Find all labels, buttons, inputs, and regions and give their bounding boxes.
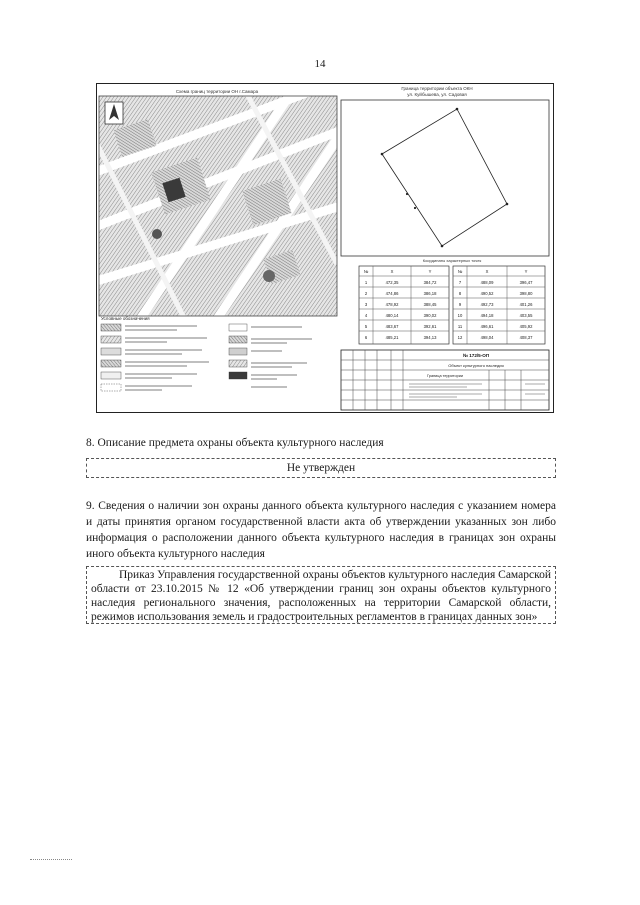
table-cell: 394,13 <box>423 335 437 340</box>
coords-col-y-2: Y <box>524 269 528 274</box>
stamp-code: № 172/5-ОП <box>462 353 490 358</box>
table-cell: 4 <box>364 313 368 318</box>
table-cell: 483,67 <box>385 324 399 329</box>
table-cell: 472,35 <box>385 280 399 285</box>
coords-col-num: № <box>363 269 369 274</box>
legend-title: Условные обозначения <box>101 316 150 321</box>
coords-note: Координаты характерных точек <box>422 258 482 263</box>
page-number: 14 <box>314 58 326 70</box>
table-cell: 494,18 <box>480 313 494 318</box>
table-cell: 388,45 <box>423 302 437 307</box>
inset-frame <box>341 100 549 256</box>
table-cell: 405,92 <box>519 324 533 329</box>
left-map-title: Схема границ территории ОН г.Самара <box>175 89 259 94</box>
table-cell: 498,04 <box>480 335 494 340</box>
table-cell: 492,73 <box>480 302 494 307</box>
table-cell: 398,80 <box>519 291 533 296</box>
city-map <box>97 84 357 334</box>
inset-subtitle: ул. Куйбышева, ул. Садовая <box>407 92 467 97</box>
title-block <box>341 350 549 410</box>
section-8-heading: 8. Описание предмета охраны объекта культурного наследия <box>86 437 384 449</box>
map-figure <box>96 83 554 413</box>
footer-mark <box>30 859 72 860</box>
table-cell: 7 <box>458 280 462 285</box>
table-cell: 401,26 <box>519 302 533 307</box>
coords-col-x: X <box>390 269 394 274</box>
table-cell: 5 <box>364 324 368 329</box>
table-cell: 384,72 <box>423 280 437 285</box>
table-cell: 3 <box>364 302 368 307</box>
table-cell: 1 <box>364 280 368 285</box>
table-cell: 390,02 <box>423 313 437 318</box>
coords-col-y: Y <box>428 269 432 274</box>
table-cell: 480,14 <box>385 313 399 318</box>
coords-col-x-2: X <box>485 269 489 274</box>
protection-subject-value: Не утвержден <box>86 458 556 478</box>
table-cell: 488,09 <box>480 280 494 285</box>
table-cell: 490,52 <box>480 291 494 296</box>
table-cell: 408,37 <box>519 335 533 340</box>
table-cell: 10 <box>457 313 463 318</box>
table-cell: 386,18 <box>423 291 437 296</box>
table-cell: 6 <box>364 335 368 340</box>
stamp-subtitle: Граница территории <box>427 374 463 378</box>
table-cell: 403,55 <box>519 313 533 318</box>
table-cell: 478,92 <box>385 302 399 307</box>
table-cell: 474,86 <box>385 291 399 296</box>
table-cell: 496,61 <box>480 324 494 329</box>
table-cell: 392,61 <box>423 324 437 329</box>
table-cell: 8 <box>458 291 462 296</box>
coords-table <box>359 266 545 344</box>
table-cell: 12 <box>457 335 463 340</box>
table-cell: 485,21 <box>385 335 399 340</box>
coords-col-num-2: № <box>457 269 463 274</box>
inset-title: Граница территории объекта ОКН <box>401 86 473 91</box>
stamp-title: Объект культурного наследия <box>448 363 504 368</box>
table-cell: 2 <box>364 291 368 296</box>
table-cell: 11 <box>457 324 463 329</box>
legend <box>101 324 312 391</box>
north-arrow-icon <box>105 102 123 124</box>
map-drawing <box>97 84 553 412</box>
table-cell: 396,47 <box>519 280 533 285</box>
section-9-heading: 9. Сведения о наличии зон охраны данного объекта культурного наследия с указанием номера и даты принятия органом государственной власти акта об утверждении указанных зон либо информация о расположении данного объекта культурного наследия в границах зон охраны иного объекта культурного наследия <box>86 500 556 560</box>
protection-zones-value: Приказ Управления государственной охраны объектов культурного наследия Самарской области от 23.10.2015 № 12 «Об утверждении границ зон охраны объектов культурного наследия регионального значения, расположенных на территории Самарской области, режимов использования земель и градостроительных регламентов в границах данных зон» <box>86 566 556 624</box>
table-cell: 9 <box>458 302 462 307</box>
